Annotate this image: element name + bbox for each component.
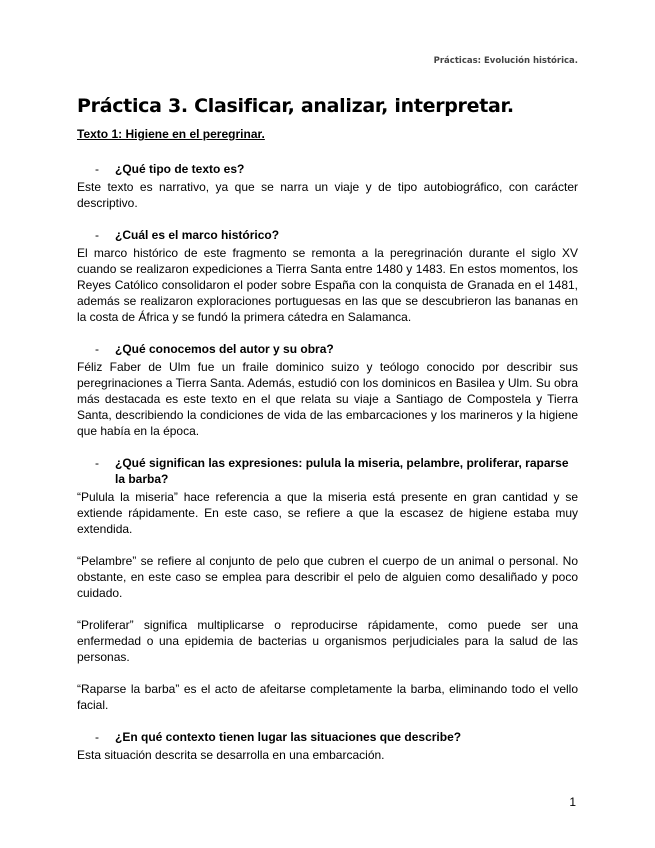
running-header: Prácticas: Evolución histórica.	[433, 56, 578, 66]
question-section	[77, 455, 578, 713]
text-subtitle: Texto 1: Higiene en el peregrinar.	[77, 127, 265, 141]
sections-container	[77, 161, 578, 763]
question-heading	[77, 455, 578, 487]
answer-paragraph: “Raparse la barba” es el acto de afeitarse completamente la barba, eliminando todo el vello facial.	[77, 682, 578, 712]
document-body	[77, 95, 578, 779]
bullet-dash: -	[95, 456, 99, 470]
answer-paragraph: “Pulula la miseria” hace referencia a que la miseria está presente en gran cantidad y se extiende rápidamente. En este caso, se refiere a que la escasez de higiene estaba muy extendida.	[77, 490, 578, 536]
question-heading	[77, 341, 578, 357]
question-text: ¿Qué tipo de texto es?	[115, 162, 245, 176]
page-number: 1	[569, 795, 576, 809]
answer-paragraph: “Pelambre” se refiere al conjunto de pelo que cubren el cuerpo de un animal o personal. No obstante, en este caso se emplea para describir el pelo de alguien como desaliñado y poco cuidado.	[77, 554, 578, 600]
question-section	[77, 161, 578, 211]
bullet-dash: -	[95, 342, 99, 356]
bullet-dash: -	[95, 162, 99, 176]
answer-paragraph: Féliz Faber de Ulm fue un fraile dominico suizo y teólogo conocido por describir sus peregrinaciones a Tierra Santa. Además, estudió con los dominicos en Basilea y Ulm. Su obra más destacada es este texto en el que relata su viaje a Santiago de Compostela y Tierra Santa, describiendo la condiciones de vida de las embarcaciones y los marineros y la higiene que había en la época.	[77, 360, 578, 438]
question-section	[77, 227, 578, 325]
question-text: ¿En qué contexto tienen lugar las situaciones que describe?	[115, 730, 462, 744]
bullet-dash: -	[95, 228, 99, 242]
question-section	[77, 729, 578, 763]
answer-paragraph: “Proliferar” significa multiplicarse o reproducirse rápidamente, como puede ser una enfermedad o una epidemia de bacterias u organismos perjudiciales para la salud de las personas.	[77, 618, 578, 664]
question-text: ¿Cuál es el marco histórico?	[115, 228, 280, 242]
bullet-dash: -	[95, 730, 99, 744]
question-section	[77, 341, 578, 439]
answer-paragraph: Este texto es narrativo, ya que se narra un viaje y de tipo autobiográfico, con carácter descriptivo.	[77, 180, 578, 210]
page-title: Práctica 3. Clasificar, analizar, interpretar.	[77, 95, 514, 117]
question-heading	[77, 227, 578, 243]
answer-paragraph: El marco histórico de este fragmento se remonta a la peregrinación durante el siglo XV cuando se realizaron expediciones a Tierra Santa entre 1480 y 1483. En estos momentos, los Reyes Católico consolidaron el poder sobre España con la conquista de Granada en el 1481, además se realizaron exploraciones portuguesas en las que se descubrieron las bananas en la costa de África y se fundó la primera cátedra en Salamanca.	[77, 246, 578, 324]
question-heading	[77, 161, 578, 177]
answer-paragraph: Esta situación descrita se desarrolla en una embarcación.	[77, 748, 385, 762]
question-text: ¿Qué conocemos del autor y su obra?	[115, 342, 334, 356]
question-text: ¿Qué significan las expresiones: pulula la miseria, pelambre, proliferar, raparse la barba?	[115, 456, 569, 486]
question-heading	[77, 729, 578, 745]
